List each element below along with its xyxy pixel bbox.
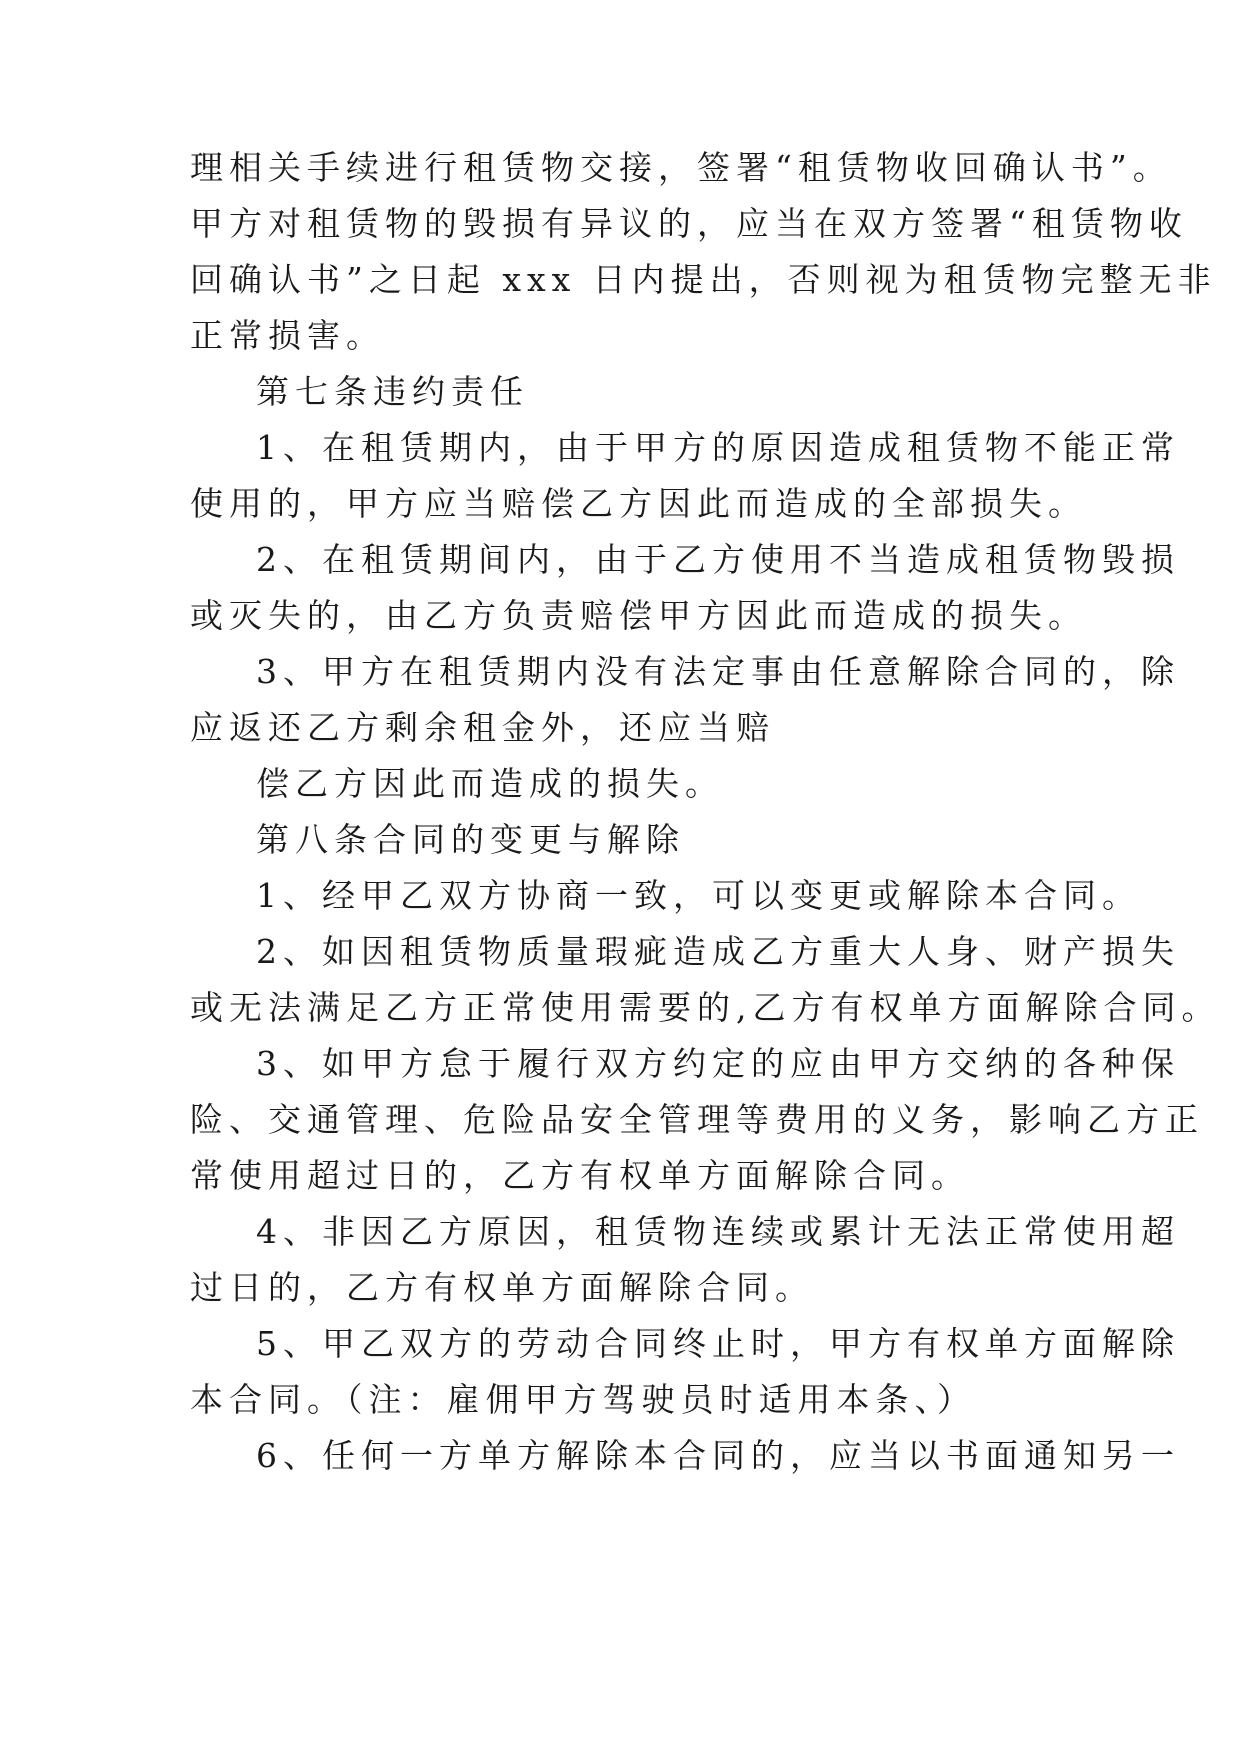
text-line: 应返还乙方剩余租金外，还应当赔 [190,708,775,747]
text-line: 正常损害。 [190,316,385,355]
text-line: 常使用超过日的，乙方有权单方面解除合同。 [190,1156,970,1195]
text-line: 使用的，甲方应当赔偿乙方因此而造成的全部损失。 [190,484,1087,523]
section-heading: 第七条违约责任 [256,372,529,411]
text-line: 理相关手续进行租赁物交接，签署“租赁物收回确认书”。 [190,148,1172,187]
text-line: 或灭失的，由乙方负责赔偿甲方因此而造成的损失。 [190,596,1087,635]
text-line: 甲方对租赁物的毁损有异议的，应当在双方签署“租赁物收 [190,204,1188,243]
text-line: 或无法满足乙方正常使用需要的,乙方有权单方面解除合同。 [190,988,1221,1027]
text-line: 过日的，乙方有权单方面解除合同。 [190,1268,814,1307]
text-line: 1、经甲乙双方协商一致，可以变更或解除本合同。 [256,876,1141,915]
text-line: 3、甲方在租赁期内没有法定事由任意解除合同的，除 [256,652,1180,691]
text-line: 6、任何一方单方解除本合同的，应当以书面通知另一 [256,1436,1180,1475]
text-line: 2、在租赁期间内，由于乙方使用不当造成租赁物毁损 [256,540,1180,579]
section-heading: 第八条合同的变更与解除 [256,820,685,859]
text-line: 偿乙方因此而造成的损失。 [256,764,724,803]
text-line: 本合同。（注：雇佣甲方驾驶员时适用本条、） [190,1380,976,1419]
text-line: 险、交通管理、危险品安全管理等费用的义务，影响乙方正 [190,1100,1204,1139]
text-line: 2、如因租赁物质量瑕疵造成乙方重大人身、财产损失 [256,932,1180,971]
text-line: 3、如甲方怠于履行双方约定的应由甲方交纳的各种保 [256,1044,1180,1083]
text-line: 回确认书”之日起 xxx 日内提出，否则视为租赁物完整无非 [190,260,1217,299]
text-line: 1、在租赁期内，由于甲方的原因造成租赁物不能正常 [256,428,1180,467]
text-line: 5、甲乙双方的劳动合同终止时，甲方有权单方面解除 [256,1324,1180,1363]
text-line: 4、非因乙方原因，租赁物连续或累计无法正常使用超 [256,1212,1180,1251]
